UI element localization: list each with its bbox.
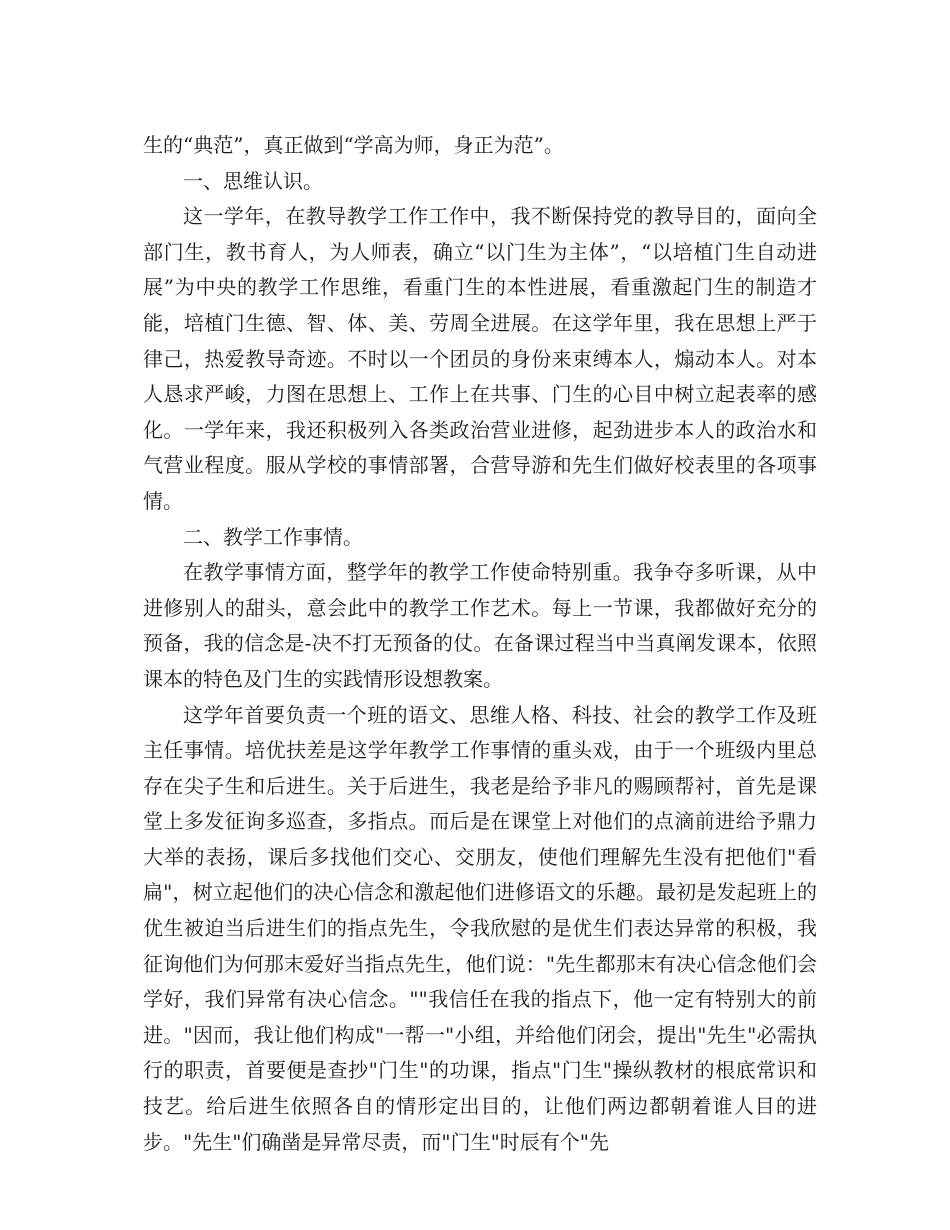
paragraph-class-work: 这学年首要负责一个班的语文、思维人格、科技、社会的教学工作及班主任事情。培优扶差是这学年教学工作事情的重头戏，由于一个班级内里总存在尖子生和后进生。关于后进生，我老是给予非凡的赐顾帮衬，首先是课堂上多发征询多巡查，多指点。而后是在课堂上对他们的点滴前进给予鼎力大举的表扬，课后多找他们交心、交朋友，使他们理解先生没有把他们"看扁"，树立起他们的决心信念和激起他们进修语文的乐趣。最初是发起班上的优生被迫当后进生们的指点先生，令我欣慰的是优生们表达异常的积极，我征询他们为何那末爱好当指点先生，他们说："先生都那末有决心信念他们会学好，我们异常有决心信念。""我信任在我的指点下，他一定有特别大的前进。"因而，我让他们构成"一帮一"小组，并给他们闭会，提出"先生"必需执行的职责，首要便是查抄"门生"的功课，指点"门生"操纵教材的根底常识和技艺。给后进生依照各自的情形定出目的，让他们两边都朝着谁人目的进步。"先生"们确凿是异常尽责，而"门生"时辰有个"先 [143, 702, 817, 1154]
section-heading-thinking: 一、思维认识。 [183, 168, 323, 193]
paragraph-teaching: 在教学事情方面，整学年的教学工作使命特别重。我争夺多听课，从中进修别人的甜头，意会此中的教学工作艺术。每上一节课，我都做好充分的预备，我的信念是-决不打无预备的仗。在备课过程当中当真阐发课本，依照课本的特色及门生的实践情形设想教案。 [143, 560, 817, 691]
paragraph-thinking: 这一学年，在教导教学工作工作中，我不断保持党的教导目的，面向全部门生，教书育人，为人师表，确立“以门生为主体”，“以培植门生自动进展”为中央的教学工作思维，看重门生的本性进展，看重激起门生的制造才能，培植门生德、智、体、美、劳周全进展。在这学年里，我在思想上严于律己，热爱教导奇迹。不时以一个团员的身份来束缚本人，煽动本人。对本人恳求严峻，力图在思想上、工作上在共事、门生的心目中树立起表率的感化。一学年来，我还积极列入各类政治营业进修，起劲进步本人的政治水和气营业程度。服从学校的事情部署，合营导游和先生们做好校表里的各项事情。 [143, 204, 817, 513]
section-heading-teaching: 二、教学工作事情。 [183, 524, 363, 549]
paragraph-continuation: 生的“典范”，真正做到“学高为师，身正为范”。 [143, 133, 564, 157]
document-body [143, 128, 817, 1160]
